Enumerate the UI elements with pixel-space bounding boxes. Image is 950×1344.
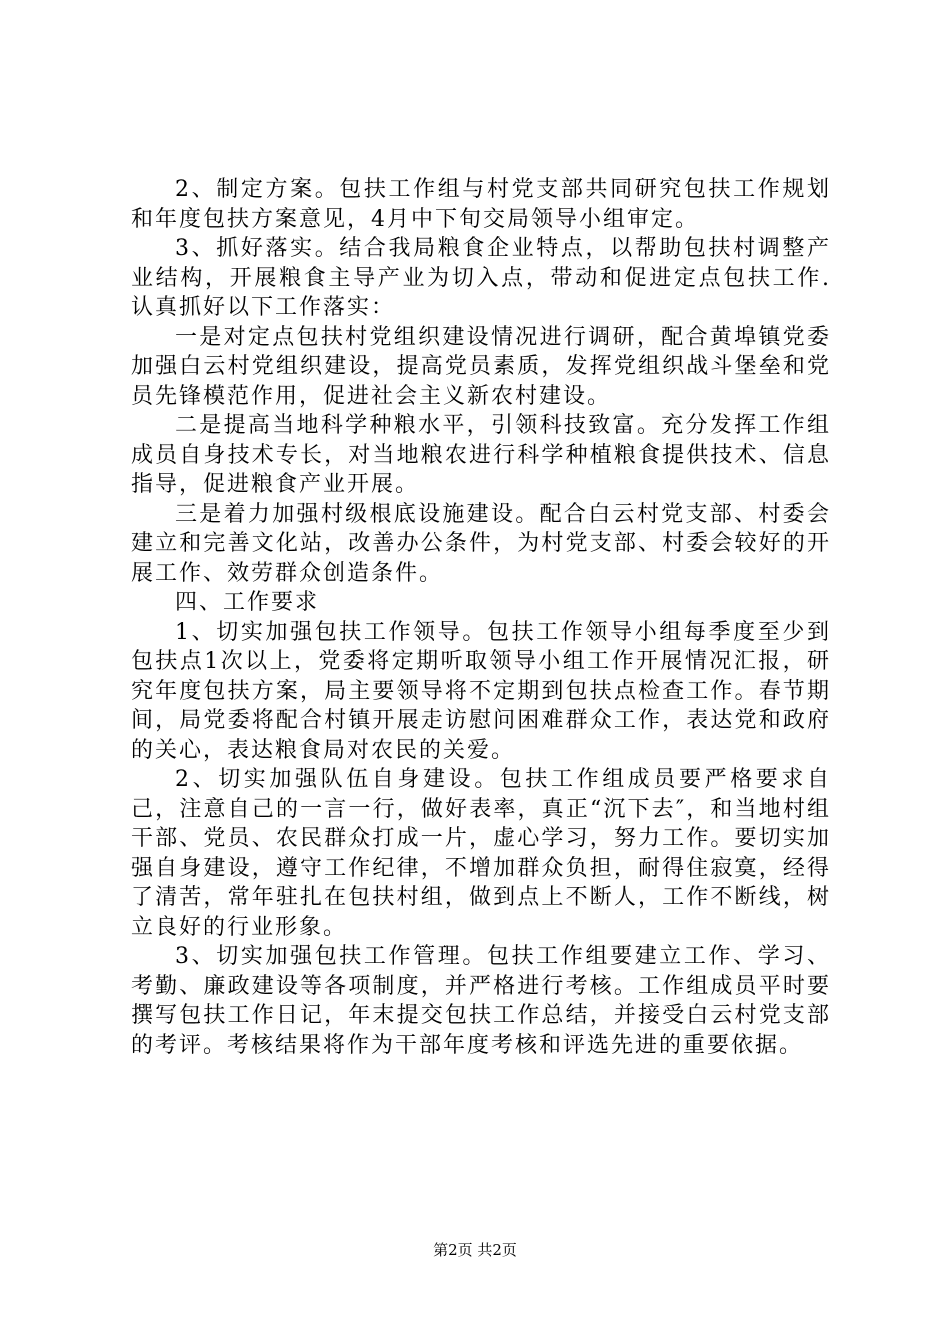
paragraph-item-two: 二是提高当地科学种粮水平，引领科技致富。充分发挥工作组成员自身技术专长，对当地粮农进行科学种植粮食提供技术、信息指导，促进粮食产业开展。 <box>131 413 831 497</box>
paragraph-implementation: 3、抓好落实。结合我局粮食企业特点，以帮助包扶村调整产业结构，开展粮食主导产业为切入点，带动和促进定点包扶工作.认真抓好以下工作落实： <box>131 236 831 320</box>
section-heading-requirements: 四、工作要求 <box>175 590 320 615</box>
page-number-footer: 第2页 共2页 <box>433 1241 517 1259</box>
paragraph-leadership: 1、切实加强包扶工作领导。包扶工作领导小组每季度至少到包扶点1次以上，党委将定期听取领导小组工作开展情况汇报，研究年度包扶方案，局主要领导将不定期到包扶点检查工作。春节期间，局党委将配合村镇开展走访慰问困难群众工作，表达党和政府的关心，表达粮食局对农民的关爱。 <box>131 619 831 763</box>
paragraph-management: 3、切实加强包扶工作管理。包扶工作组要建立工作、学习、考勤、廉政建设等各项制度，并严格进行考核。工作组成员平时要撰写包扶工作日记，年末提交包扶工作总结，并接受白云村党支部的考评。考核结果将作为干部年度考核和评选先进的重要依据。 <box>131 944 831 1058</box>
paragraph-item-three: 三是着力加强村级根底设施建设。配合白云村党支部、村委会建立和完善文化站，改善办公条件，为村党支部、村委会较好的开展工作、效劳群众创造条件。 <box>131 501 831 586</box>
paragraph-plan: 2、制定方案。包扶工作组与村党支部共同研究包扶工作规划和年度包扶方案意见，4月中下旬交局领导小组审定。 <box>131 177 831 232</box>
document-body <box>131 175 831 1060</box>
paragraph-item-one: 一是对定点包扶村党组织建设情况进行调研，配合黄埠镇党委加强白云村党组织建设，提高党员素质，发挥党组织战斗堡垒和党员先锋模范作用，促进社会主义新农村建设。 <box>131 324 831 409</box>
paragraph-team-building: 2、切实加强队伍自身建设。包扶工作组成员要严格要求自己，注意自己的一言一行，做好表率，真正“沉下去″，和当地村组干部、党员、农民群众打成一片，虚心学习，努力工作。要切实加强自身建设，遵守工作纪律，不增加群众负担，耐得住寂寞，经得了清苦，常年驻扎在包扶村组，做到点上不断人，工作不断线，树立良好的行业形象。 <box>131 767 831 940</box>
